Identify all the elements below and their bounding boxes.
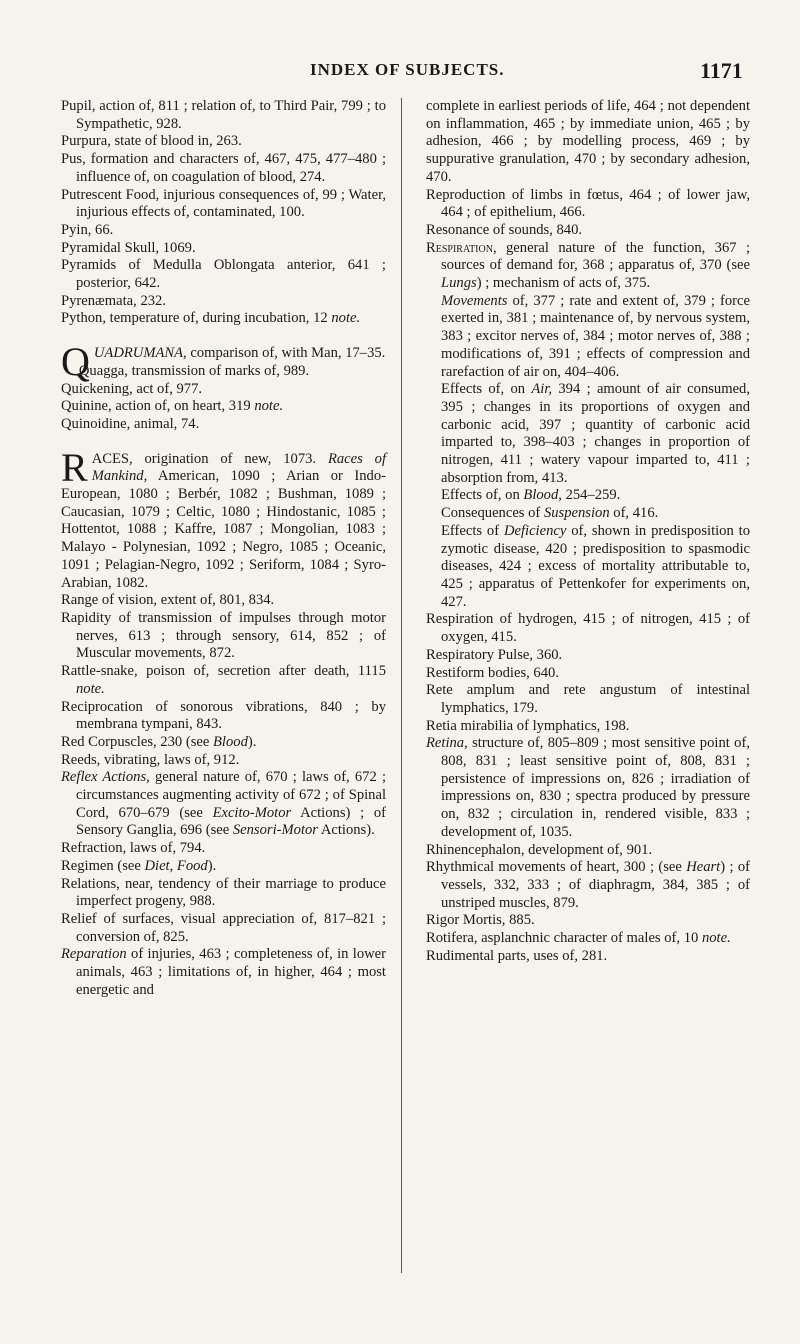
page-number: 1171 — [700, 58, 743, 83]
index-entry: Relations, near, tendency of their marriage to produce imperfect progeny, 988. — [61, 875, 386, 910]
index-entry: Rapidity of transmission of impulses through motor nerves, 613 ; through sensory, 614, 852 ; of Muscular movements, 872. — [61, 609, 386, 662]
index-entry: Pyin, 66. — [61, 221, 114, 238]
entry-text: American, 1090 ; Arian or Indo-European, 1080 ; Berbér, 1082 ; Bushman, 1089 ; Caucasian, 1079 ; Celtic, 1080 ; Hindostanic, 1085 ; Hottentot, 1088 ; Kaffre, 1087 ; Mongolian, 1083 ; Malayo - Polynesian, 1092 ; Negro, 1085 ; Oceanic, 1091 ; Pelagian-Negro, 1092 ; Seriform, 1084 ; Syro-Arabian, 1082. — [61, 468, 386, 591]
index-subentry — [426, 487, 750, 505]
entry-text: Effects of, on — [441, 381, 532, 398]
entry-text: Rotifera, asplanchnic character of males of, 10 — [426, 930, 702, 947]
index-entry: Refraction, laws of, 794. — [61, 840, 206, 857]
see-reference: Blood — [213, 733, 248, 750]
note-marker: note. — [254, 398, 284, 415]
entry-term: Races of Mankind, — [91, 450, 386, 485]
index-entry — [61, 858, 386, 876]
index-subentry — [426, 505, 750, 523]
entry-text: of, shown in predisposition to zymotic disease, 420 ; predisposition to spasmodic diseases, 424 ; excess of mortality attributable to, 425 ; apparatus of Pettenkofer for experiments on, 427. — [441, 522, 750, 610]
entry-term: Movements — [441, 292, 508, 309]
entry-text: of, 416. — [609, 505, 659, 522]
note-marker: note. — [701, 930, 731, 947]
index-entry: Quickening, act of, 977. — [61, 380, 203, 397]
index-entry — [61, 663, 386, 698]
entry-term: UADRUMANA, — [93, 345, 187, 362]
index-subentry — [426, 293, 750, 382]
index-entry: Rete amplum and rete angustum of intestinal lymphatics, 179. — [426, 682, 750, 716]
entry-text: Red Corpuscles, 230 (see — [61, 733, 213, 750]
index-entry — [61, 310, 386, 328]
index-entry: Retia mirabilia of lymphatics, 198. — [426, 717, 630, 734]
entry-text: ACES, origination of new, 1073. — [91, 450, 317, 467]
index-entry — [426, 735, 750, 841]
entry-text: ). — [207, 857, 217, 874]
entry-text: Regimen (see — [61, 857, 145, 874]
index-entry: Restiform bodies, 640. — [426, 664, 559, 681]
entry-text: Rhythmical movements of heart, 300 ; (see — [426, 859, 687, 876]
entry-term: Blood, — [523, 487, 562, 504]
index-entry — [426, 930, 750, 948]
entry-term: Respiration, — [426, 239, 497, 256]
index-entry — [426, 240, 750, 293]
see-reference: Sensori-Motor — [232, 822, 318, 839]
index-entry: Purpura, state of blood in, 263. — [61, 133, 242, 150]
entry-text: Actions) ; of Sensory Ganglia, 696 (see — [76, 804, 386, 839]
index-entry: Quagga, transmission of marks of, 989. — [78, 362, 310, 379]
index-entry: Pus, formation and characters of, 467, 475, 477–480 ; influence of, on coagulation of blood, 274. — [61, 151, 386, 185]
index-entry — [61, 946, 386, 999]
index-entry: Pyramidal Skull, 1069. — [61, 239, 196, 256]
index-subentry — [426, 523, 750, 612]
entry-text: Consequences of — [441, 505, 544, 522]
entry-text: structure of, 805–809 ; most sensitive point of, 808, 831 ; least sensitive point of, 808, 831 ; persistence of impressions on, 826 ; irradiation of impressions on, 830 ; spectra produced by pressure on, 832 ; circulation in, rendered visible, 833 ; development of, 1035. — [441, 735, 750, 840]
entry-text: comparison of, with Man, 17–35. — [186, 345, 386, 362]
see-reference: Lungs — [441, 275, 477, 292]
index-entry — [61, 769, 386, 840]
entry-text: ). — [247, 733, 257, 750]
note-marker: note. — [76, 680, 105, 697]
index-entry: Range of vision, extent of, 801, 834. — [61, 592, 275, 609]
index-entry: Pyramids of Medulla Oblongata anterior, 641 ; posterior, 642. — [61, 257, 386, 292]
page-header — [0, 60, 800, 90]
entry-text: of injuries, 463 ; completeness of, in lower animals, 463 ; limitations of, in higher, 464 ; most energetic and — [76, 946, 386, 998]
entry-text: Python, temperature of, during incubation, 12 — [61, 310, 332, 327]
index-entry-continued: complete in earliest periods of life, 464 ; not dependent on inflammation, 465 ; by immediate union, 465 ; by adhesion, 466 ; by modelling process, 469 ; by suppurative granulation, 470 ; by secondary adhesion, 470. — [426, 98, 750, 185]
index-entry: Putrescent Food, injurious consequences of, 99 ; Water, injurious effects of, contaminated, 100. — [61, 186, 386, 221]
entry-term: Deficiency — [503, 522, 567, 539]
index-entry: Respiration of hydrogen, 415 ; of nitrogen, 415 ; of oxygen, 415. — [426, 611, 750, 646]
entry-text: Effects of, on — [441, 487, 524, 504]
column-divider — [401, 98, 402, 1273]
entry-text: ) ; of vessels, 332, 333 ; of diaphragm, 384, 385 ; of unstriped muscles, 879. — [441, 859, 751, 911]
index-entry — [61, 444, 386, 593]
entry-text: 254–259. — [561, 487, 621, 504]
entry-term: Reflex Actions, — [61, 769, 150, 786]
index-entry — [61, 734, 386, 752]
entry-term: Suspension — [543, 505, 610, 522]
drop-cap-q: Q — [61, 339, 90, 385]
left-column — [61, 98, 386, 999]
index-entry — [61, 398, 386, 416]
see-reference: Heart — [686, 859, 721, 876]
entry-term: Retina, — [426, 735, 468, 752]
entry-text: general nature of the function, 367 ; sources of demand for, 368 ; apparatus of, 370 (see — [441, 239, 750, 274]
see-reference: Diet, Food — [144, 857, 208, 874]
section-gap — [61, 328, 386, 345]
entry-text: Rattle-snake, poison of, secretion after death, 1115 — [61, 663, 386, 680]
entry-text: Effects of — [441, 522, 504, 539]
entry-term: Reparation — [61, 946, 127, 963]
entry-text: of, 377 ; rate and extent of, 379 ; force exerted in, 381 ; maintenance of, by nervous system, 383 ; excitor nerves of, 384 ; motor nerves of, 388 ; modifications of, 391 ; effects of compression and rarefaction of air on, 404–406. — [441, 292, 750, 380]
right-column — [426, 98, 750, 965]
index-entry: Pyrenæmata, 232. — [61, 292, 166, 309]
drop-cap-r: R — [61, 444, 88, 490]
index-entry — [426, 859, 750, 912]
index-entry: Rudimental parts, uses of, 281. — [426, 947, 608, 964]
section-gap — [61, 434, 386, 451]
entry-text: general nature of, 670 ; laws of, 672 ; circumstances augmenting activity of 672 ; of Spinal Cord, 670–679 (see — [76, 769, 386, 821]
index-entry: Quinoidine, animal, 74. — [61, 415, 200, 432]
entry-term: Air, — [531, 381, 553, 398]
index-entry: Reeds, vibrating, laws of, 912. — [61, 751, 240, 768]
index-entry: Reproduction of limbs in fœtus, 464 ; of lower jaw, 464 ; of epithelium, 466. — [426, 186, 750, 221]
index-entry: Rigor Mortis, 885. — [426, 912, 535, 929]
see-reference: Excito-Motor — [212, 804, 292, 821]
entry-text: 394 ; amount of air consumed, 395 ; changes in its proportions of oxygen and carbonic acid, 397 ; quantity of carbonic acid imparted to, 398–403 ; changes in proportion of nitrogen, 411 ; watery vapour imparted to, 411 ; absorption from, 413. — [441, 381, 751, 486]
entry-text: Quinine, action of, on heart, 319 — [61, 398, 255, 415]
index-entry: Relief of surfaces, visual appreciation of, 817–821 ; conversion of, 825. — [61, 910, 386, 945]
index-entry: Resonance of sounds, 840. — [426, 221, 583, 238]
index-subentry — [426, 381, 750, 487]
index-entry: Reciprocation of sonorous vibrations, 840 ; by membrana tympani, 843. — [61, 698, 386, 733]
index-entry: Pupil, action of, 811 ; relation of, to Third Pair, 799 ; to Sympathetic, 928. — [61, 98, 386, 132]
index-entry: Rhinencephalon, development of, 901. — [426, 841, 653, 858]
index-entry: Respiratory Pulse, 360. — [426, 646, 563, 663]
entry-text: ) ; mechanism of acts of, 375. — [476, 275, 651, 292]
running-title: INDEX OF SUBJECTS. — [310, 60, 505, 79]
entry-text: Actions). — [318, 822, 375, 839]
note-marker: note. — [331, 310, 361, 327]
